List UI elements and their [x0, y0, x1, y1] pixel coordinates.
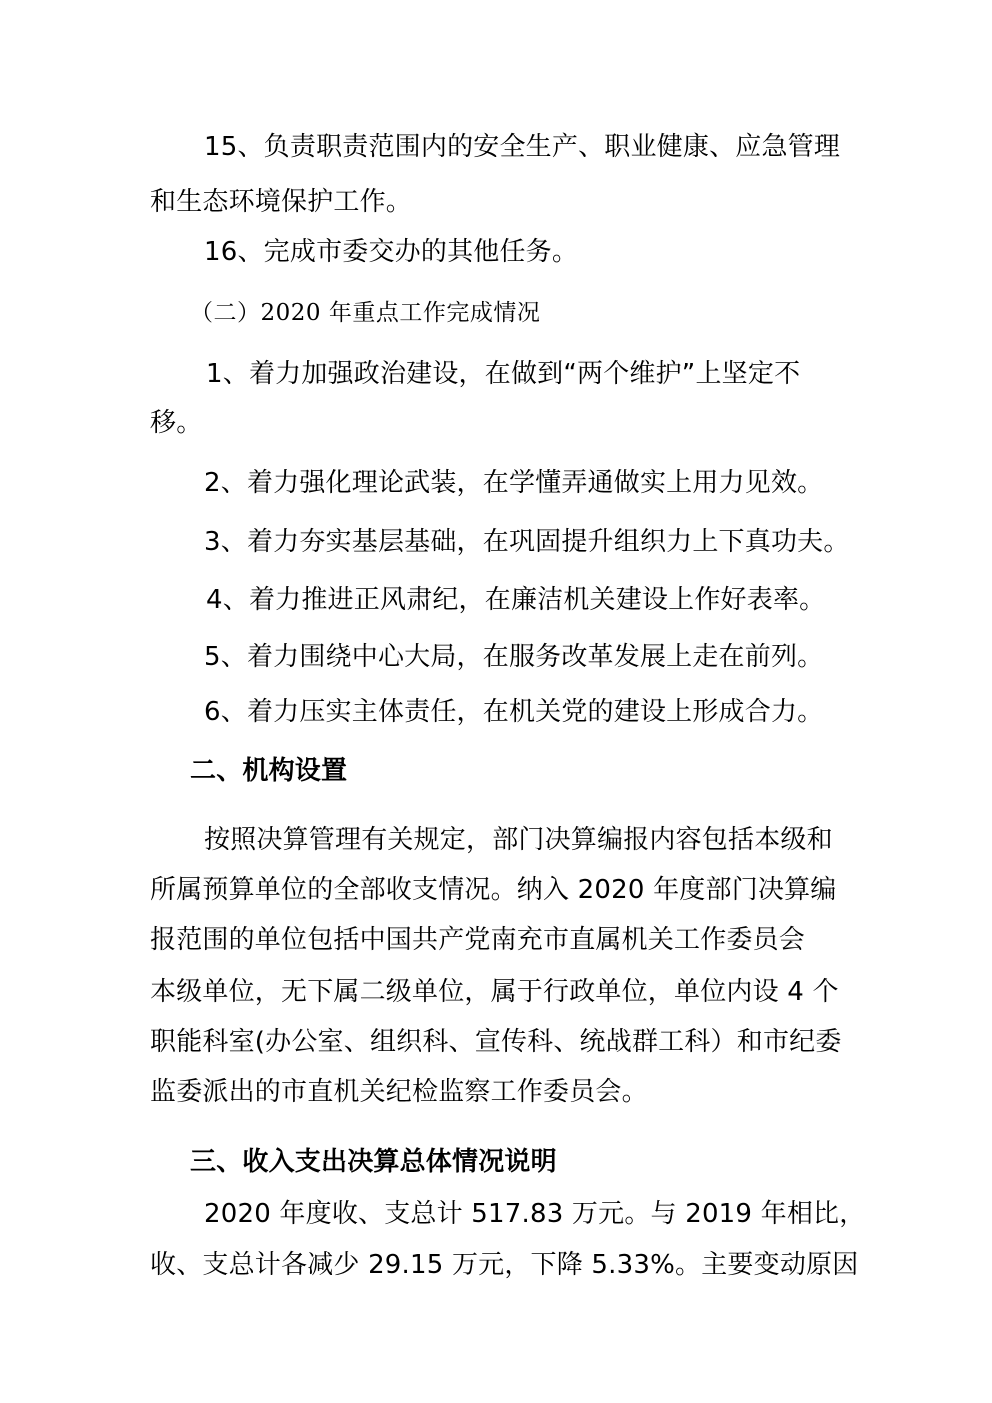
paragraph-item-15-line-1: 15、负责职责范围内的安全生产、职业健康、应急管理	[204, 132, 841, 162]
paragraph-work-1-line-2: 移。	[150, 408, 203, 438]
paragraph-work-1-line-1: 1、着力加强政治建设，在做到“两个维护”上坚定不	[206, 359, 801, 389]
paragraph-organization-line-1: 按照决算管理有关规定，部门决算编报内容包括本级和	[204, 825, 833, 855]
paragraph-work-5: 5、着力围绕中心大局，在服务改革发展上走在前列。	[204, 642, 824, 672]
paragraph-organization-line-4: 本级单位，无下属二级单位，属于行政单位，单位内设 4 个	[150, 977, 839, 1007]
paragraph-organization-line-6: 监委派出的市直机关纪检监察工作委员会。	[150, 1077, 648, 1107]
section-heading-organization: 二、机构设置	[190, 756, 348, 786]
paragraph-work-4: 4、着力推进正风肃纪，在廉洁机关建设上作好表率。	[206, 585, 826, 615]
section-heading-budget-overview: 三、收入支出决算总体情况说明	[190, 1147, 557, 1177]
paragraph-work-2: 2、着力强化理论武装，在学懂弄通做实上用力见效。	[204, 468, 824, 498]
paragraph-item-15-line-2: 和生态环境保护工作。	[150, 187, 413, 217]
paragraph-work-3: 3、着力夯实基层基础，在巩固提升组织力上下真功夫。	[204, 527, 850, 557]
paragraph-work-6: 6、着力压实主体责任，在机关党的建设上形成合力。	[204, 697, 824, 727]
paragraph-budget-line-2: 收、支总计各减少 29.15 万元，下降 5.33%。主要变动原因	[150, 1250, 859, 1280]
paragraph-organization-line-2: 所属预算单位的全部收支情况。纳入 2020 年度部门决算编	[150, 875, 837, 905]
paragraph-budget-line-1: 2020 年度收、支总计 517.83 万元。与 2019 年相比，	[204, 1199, 866, 1229]
paragraph-item-16: 16、完成市委交办的其他任务。	[204, 237, 579, 267]
section-subheading-2020-work: （二）2020 年重点工作完成情况	[190, 300, 541, 326]
paragraph-organization-line-3: 报范围的单位包括中国共产党南充市直属机关工作委员会	[150, 925, 806, 955]
paragraph-organization-line-5: 职能科室(办公室、组织科、宣传科、统战群工科）和市纪委	[150, 1027, 842, 1057]
